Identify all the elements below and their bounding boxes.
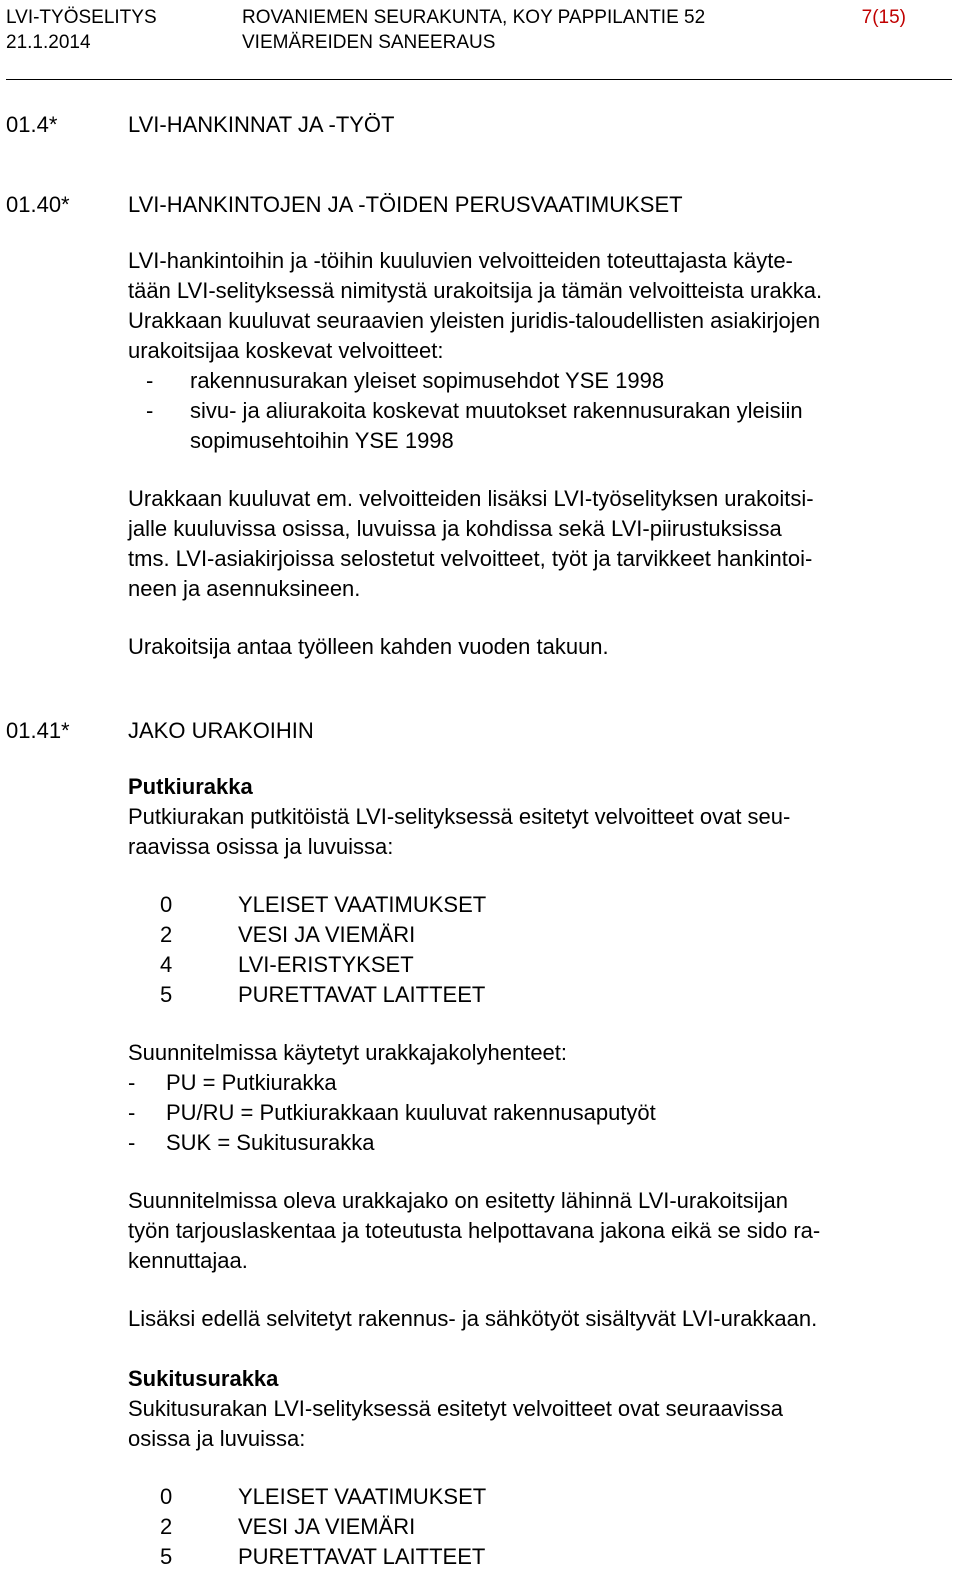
dash-bullet: - xyxy=(146,398,154,423)
section-title-0141: JAKO URAKOIHIN xyxy=(128,718,314,743)
dash-list-contract-terms xyxy=(128,366,928,456)
list-item xyxy=(160,1512,860,1542)
project-name: ROVANIEMEN SEURAKUNTA, KOY PAPPILANTIE 52 xyxy=(242,7,706,28)
list-item-text: sopimusehtoihin YSE 1998 xyxy=(190,428,454,453)
header-left xyxy=(6,5,157,55)
section-title-014: LVI-HANKINNAT JA -TYÖT xyxy=(128,112,395,137)
text-line: osissa ja luvuissa: xyxy=(128,1426,306,1451)
text-line: neen ja asennuksineen. xyxy=(128,576,361,601)
text-line: Sukitusurakan LVI-selityksessä esitetyt velvoitteet ovat seuraavissa xyxy=(128,1396,784,1421)
dash-bullet: - xyxy=(128,1130,136,1155)
abbreviations-list xyxy=(128,1068,928,1158)
project-subtitle: VIEMÄREIDEN SANEERAUS xyxy=(242,32,496,53)
text-line: raavissa osissa ja luvuissa: xyxy=(128,834,394,859)
text-line: jalle kuuluvissa osissa, luvuissa ja kohdissa sekä LVI-piirustuksissa xyxy=(128,516,782,541)
chapter-label: YLEISET VAATIMUKSET xyxy=(238,1484,487,1509)
section-title-0140: LVI-HANKINTOJEN JA -TÖIDEN PERUSVAATIMUKSET xyxy=(128,192,683,217)
page-header xyxy=(6,5,952,80)
chapter-list-sukitusurakka xyxy=(160,1482,860,1572)
chapter-label: VESI JA VIEMÄRI xyxy=(238,922,416,947)
paragraph-0140-intro xyxy=(128,246,928,366)
chapter-label: PURETTAVAT LAITTEET xyxy=(238,982,486,1007)
chapter-number: 2 xyxy=(160,1514,173,1539)
list-item-text: rakennusurakan yleiset sopimusehdot YSE 1998 xyxy=(190,368,665,393)
list-item xyxy=(128,1068,928,1098)
paragraph-0140-obligations xyxy=(128,484,928,604)
text-line: kennuttajaa. xyxy=(128,1248,248,1273)
list-item-text: sivu- ja aliurakoita koskevat muutokset rakennusurakan yleisiin xyxy=(190,398,803,423)
abbreviation-text: SUK = Sukitusurakka xyxy=(166,1130,375,1155)
doc-date: 21.1.2014 xyxy=(6,32,91,53)
header-right xyxy=(862,5,906,30)
chapter-label: PURETTAVAT LAITTEET xyxy=(238,1544,486,1569)
text-line: LVI-hankintoihin ja -töihin kuuluvien velvoitteiden toteuttajasta käyte- xyxy=(128,248,793,273)
paragraph-putkiurakka xyxy=(128,802,928,862)
dash-bullet: - xyxy=(128,1070,136,1095)
subheading-sukitusurakka: Sukitusurakka xyxy=(128,1366,279,1391)
text-line: tms. LVI-asiakirjoissa selostetut velvoitteet, työt ja tarvikkeet hankintoi- xyxy=(128,546,813,571)
dash-bullet: - xyxy=(128,1100,136,1125)
paragraph-additional-works: Lisäksi edellä selvitetyt rakennus- ja sähkötyöt sisältyvät LVI-urakkaan. xyxy=(128,1306,818,1331)
list-item xyxy=(128,1128,928,1158)
list-item xyxy=(160,890,860,920)
chapter-number: 0 xyxy=(160,892,173,917)
dash-bullet: - xyxy=(146,368,154,393)
section-number-0140: 01.40* xyxy=(6,192,70,217)
chapter-number: 5 xyxy=(160,1544,173,1569)
chapter-label: LVI-ERISTYKSET xyxy=(238,952,414,977)
page-number: 7(15) xyxy=(861,7,906,28)
header-middle xyxy=(242,5,705,55)
paragraph-contract-division xyxy=(128,1186,928,1276)
section-number-014: 01.4* xyxy=(6,112,58,137)
abbreviation-text: PU = Putkiurakka xyxy=(166,1070,337,1095)
text-line: Urakkaan kuuluvat seuraavien yleisten juridis-taloudellisten asiakirjojen xyxy=(128,308,821,333)
abbreviations-intro: Suunnitelmissa käytetyt urakkajakolyhenteet: xyxy=(128,1040,568,1065)
list-item xyxy=(160,1542,860,1572)
chapter-number: 2 xyxy=(160,922,173,947)
chapter-number: 5 xyxy=(160,982,173,1007)
list-item xyxy=(160,950,860,980)
text-line: Suunnitelmissa oleva urakkajako on esitetty lähinnä LVI-urakoitsijan xyxy=(128,1188,788,1213)
list-item xyxy=(160,920,860,950)
text-line: urakoitsijaa koskevat velvoitteet: xyxy=(128,338,444,363)
list-item xyxy=(128,396,928,456)
paragraph-0140-warranty: Urakoitsija antaa työlleen kahden vuoden takuun. xyxy=(128,634,609,659)
abbreviation-text: PU/RU = Putkiurakkaan kuuluvat rakennusaputyöt xyxy=(166,1100,656,1125)
list-item xyxy=(160,980,860,1010)
text-line: Putkiurakan putkitöistä LVI-selityksessä esitetyt velvoitteet ovat seu- xyxy=(128,804,791,829)
subheading-putkiurakka: Putkiurakka xyxy=(128,774,253,799)
chapter-number: 0 xyxy=(160,1484,173,1509)
section-number-0141: 01.41* xyxy=(6,718,70,743)
paragraph-sukitusurakka xyxy=(128,1394,928,1454)
text-line: tään LVI-selityksessä nimitystä urakoitsija ja tämän velvoitteista urakka. xyxy=(128,278,823,303)
chapter-label: YLEISET VAATIMUKSET xyxy=(238,892,487,917)
chapter-list-putkiurakka xyxy=(160,890,860,1010)
text-line: työn tarjouslaskentaa ja toteutusta helpottavana jakona eikä se sido ra- xyxy=(128,1218,821,1243)
list-item xyxy=(128,1098,928,1128)
list-item xyxy=(160,1482,860,1512)
doc-type: LVI-TYÖSELITYS xyxy=(6,7,157,28)
chapter-label: VESI JA VIEMÄRI xyxy=(238,1514,416,1539)
text-line: Urakkaan kuuluvat em. velvoitteiden lisäksi LVI-työselityksen urakoitsi- xyxy=(128,486,814,511)
chapter-number: 4 xyxy=(160,952,173,977)
list-item xyxy=(128,366,928,396)
